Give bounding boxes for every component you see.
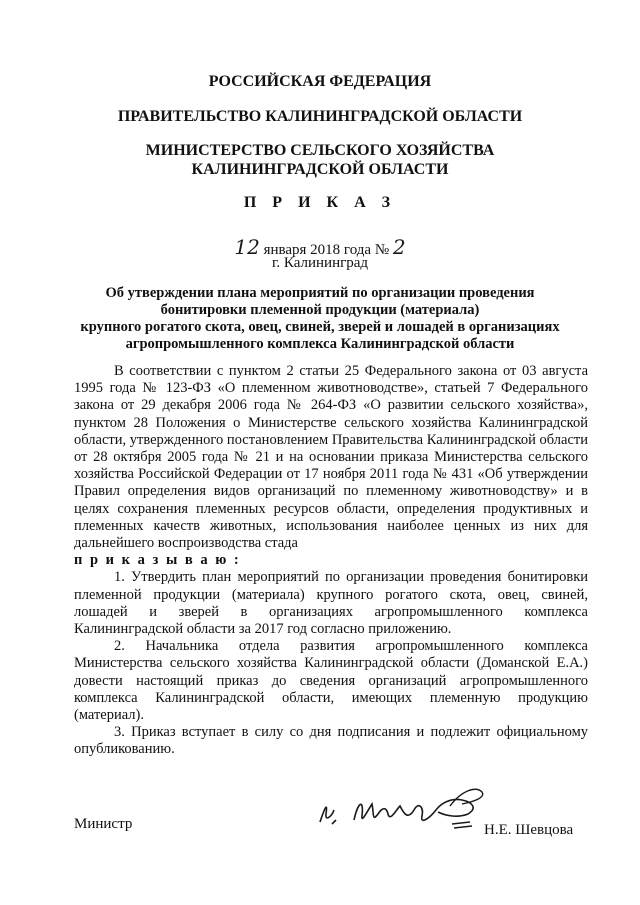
signature-role: Министр <box>74 816 133 832</box>
document-type: П Р И К А З <box>243 194 397 211</box>
header-ministry-line2: КАЛИНИНГРАДСКОЙ ОБЛАСТИ <box>191 161 449 178</box>
city: г. Калининград <box>271 255 369 271</box>
header-country: РОССИЙСКАЯ ФЕДЕРАЦИЯ <box>208 73 432 90</box>
header-government: ПРАВИТЕЛЬСТВО КАЛИНИНГРАДСКОЙ ОБЛАСТИ <box>117 108 523 125</box>
item-2: 2. Начальника отдела развития агропромышленного комплекса Министерства сельского хозяйства Калининградской области (Доманской Е.А.) довести настоящий приказ до сведения организаций агропромышленного комплекса Калининградской области, имеющих племенную продукцию (материал). <box>74 638 588 724</box>
header-ministry-line1: МИНИСТЕРСТВО СЕЛЬСКОГО ХОЗЯЙСТВА <box>145 142 495 159</box>
preamble-paragraph: В соответствии с пунктом 2 статьи 25 Федерального закона от 03 августа 1995 года № 123-ФЗ «О племенном животноводстве», статьей 7 Федерального закона от 29 декабря 2006 года № 264-ФЗ «О развитии сельского хозяйства», пунктом 28 Положения о Министерстве сельского хозяйства Калининградской области, утвержденного постановлением Правительства Калининградской области от 28 октября 2005 года № 21 и на основании приказа Министерства сельского хозяйства Российской Федерации от 17 ноября 2011 года № 431 «Об утверждении Правил определения видов организаций по племенному животноводству» и в целях сохранения племенных ресурсов области, определения продуктивных и племенных качеств животных, использования наиболее ценных из них для дальнейшего воспроизводства стада <box>74 363 588 552</box>
date-text: января 2018 года № <box>263 242 390 258</box>
item-1: 1. Утвердить план мероприятий по организации проведения бонитировки племенной продукции (материала) крупного рогатого скота, овец, свиней, лошадей и зверей в организациях агропромышленного комплекса Калининградской области за 2017 год согласно приложению. <box>74 569 588 638</box>
title-line: Об утверждении плана мероприятий по организации проведения <box>105 285 535 301</box>
title-line: агропромышленного комплекса Калининградской области <box>125 336 515 352</box>
handwritten-number: 2 <box>392 235 406 259</box>
handwritten-signature-image <box>312 780 492 840</box>
title-line: крупного рогатого скота, овец, свиней, зверей и лошадей в организациях <box>80 319 560 335</box>
title-line: бонитировки племенной продукции (материала) <box>160 302 480 318</box>
document-body <box>74 363 588 759</box>
document-title <box>80 285 560 353</box>
item-3: 3. Приказ вступает в силу со дня подписания и подлежит официальному опубликованию. <box>74 724 588 758</box>
order-word: п р и к а з ы в а ю : <box>74 552 241 569</box>
handwritten-day: 12 <box>234 235 260 259</box>
signature-name: Н.Е. Шевцова <box>484 822 574 838</box>
